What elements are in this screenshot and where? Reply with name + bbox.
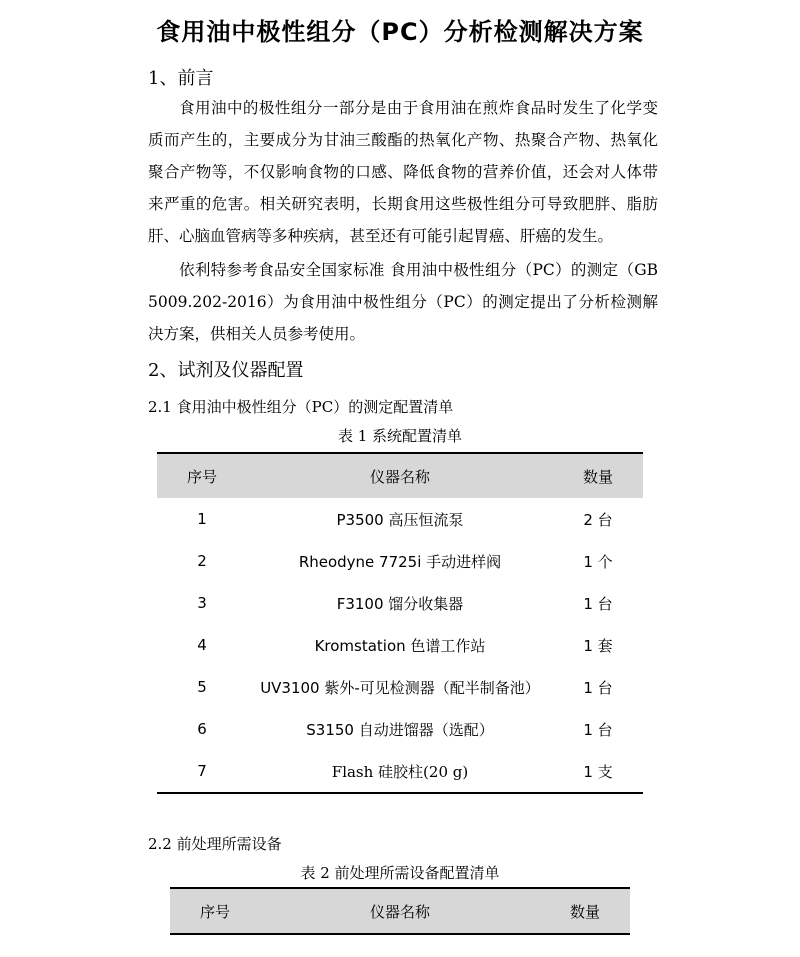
cell-index: 7 <box>197 762 207 780</box>
subsection-heading-2-1: 2.1 食用油中极性组分（PC）的测定配置清单 <box>148 398 454 416</box>
table-row <box>157 750 643 793</box>
column-header-index: 序号 <box>157 453 247 498</box>
table1-caption: 表 1 系统配置清单 <box>337 427 463 445</box>
table-header-row <box>170 888 630 934</box>
table2-caption: 表 2 前处理所需设备配置清单 <box>300 864 500 882</box>
intro-paragraph-2: 依利特参考食品安全国家标准 食用油中极性组分（PC）的测定（GB 5009.202-2016）为食用油中极性组分（PC）的测定提出了分析检测解决方案，供相关人员参考使用。 <box>148 261 658 343</box>
page-title: 食用油中极性组分（PC）分析检测解决方案 <box>156 18 644 46</box>
config-table-2 <box>170 887 630 935</box>
table-row <box>157 540 643 582</box>
cell-index: 2 <box>197 552 207 570</box>
cell-index: 1 <box>197 510 207 528</box>
cell-name: S3150 自动进馏器（选配） <box>306 720 494 739</box>
cell-quantity: 1 台 <box>583 678 613 697</box>
cell-name: P3500 高压恒流泵 <box>336 510 464 529</box>
column-header-name: 仪器名称 <box>247 453 553 498</box>
table-row <box>157 582 643 624</box>
cell-name: F3100 馏分收集器 <box>336 594 464 613</box>
table-row <box>157 624 643 666</box>
cell-index: 4 <box>197 636 207 654</box>
cell-quantity: 2 台 <box>583 510 613 529</box>
cell-name: Kromstation 色谱工作站 <box>314 636 486 655</box>
cell-quantity: 1 套 <box>583 636 613 655</box>
table-row <box>157 666 643 708</box>
cell-quantity: 1 个 <box>583 552 613 571</box>
cell-index: 5 <box>197 678 207 696</box>
column-header-index: 序号 <box>170 888 260 934</box>
config-table-1 <box>157 452 643 794</box>
cell-name: Flash 硅胶柱(20 g) <box>331 762 469 781</box>
column-header-quantity: 数量 <box>540 888 630 934</box>
cell-index: 6 <box>197 720 207 738</box>
cell-name: UV3100 紫外-可见检测器（配半制备池） <box>260 678 540 697</box>
column-header-name: 仪器名称 <box>260 888 540 934</box>
section-heading-reagents: 2、试剂及仪器配置 <box>148 360 304 381</box>
cell-quantity: 1 台 <box>583 594 613 613</box>
table-row <box>157 708 643 750</box>
section-heading-intro: 1、前言 <box>148 68 214 89</box>
cell-quantity: 1 支 <box>583 762 613 781</box>
cell-quantity: 1 台 <box>583 720 613 739</box>
cell-index: 3 <box>197 594 207 612</box>
column-header-quantity: 数量 <box>553 453 643 498</box>
cell-name: Rheodyne 7725i 手动进样阀 <box>298 552 502 571</box>
intro-paragraph-1: 食用油中的极性组分一部分是由于食用油在煎炸食品时发生了化学变质而产生的，主要成分为甘油三酸酯的热氧化产物、热聚合产物、热氧化聚合产物等，不仅影响食物的口感、降低食物的营养价值，还会对人体带来严重的危害。相关研究表明，长期食用这些极性组分可导致肥胖、脂肪肝、心脑血管病等多种疾病，甚至还有可能引起胃癌、肝癌的发生。 <box>148 99 658 245</box>
table-header-row <box>157 453 643 498</box>
subsection-heading-2-2: 2.2 前处理所需设备 <box>148 835 282 853</box>
table-row <box>157 498 643 540</box>
